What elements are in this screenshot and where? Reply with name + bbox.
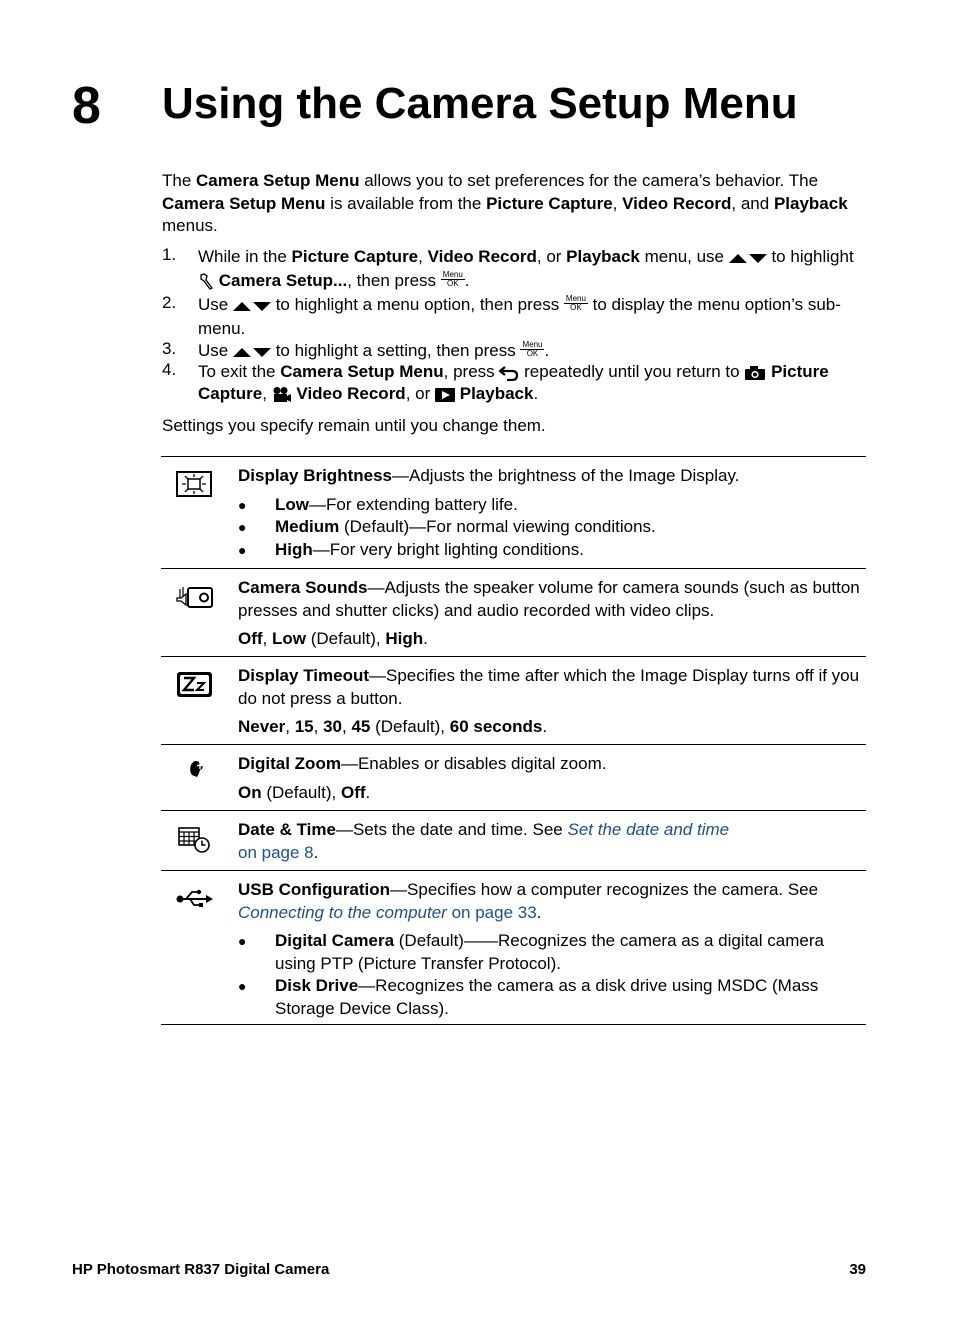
up-down-arrows-icon — [233, 300, 271, 312]
option-low: ● Low—For extending battery life. — [238, 494, 862, 517]
usb-icon — [175, 883, 215, 915]
option-medium: ● Medium (Default)—For normal viewing conditions. — [238, 516, 862, 539]
menu-ok-button-icon: Menu OK — [522, 340, 543, 359]
up-down-arrows-icon — [729, 252, 767, 264]
date-time-link[interactable]: Set the date and time on page 8 — [238, 820, 730, 862]
step-3: 3. Use to highlight a setting, then press Menu OK . — [162, 339, 550, 360]
setting-row-camera-sounds: Camera Sounds—Adjusts the speaker volume for camera sounds (such as button presses and shutter clicks) and audio recorded with video clips. Off, Low (Default), High. — [161, 568, 866, 656]
camera-icon — [744, 365, 766, 381]
connecting-link[interactable]: Connecting to the computer on page 33 — [238, 902, 537, 922]
back-arrow-icon — [499, 365, 519, 381]
setting-row-usb-configuration: USB Configuration—Specifies how a computer recognizes the camera. See Connecting to the computer on page 33. ● Digital Camera (Default)——Recognizes the camera as a digital camera using PTP (Picture Transfer Protocol). ● Disk Drive—Recognizes the camera as a disk drive using MSDC (Mass Storage Device Class). — [161, 870, 866, 1025]
option-disk-drive: ● Disk Drive—Recognizes the camera as a disk drive using MSDC (Mass Storage Device Class). — [238, 975, 862, 1020]
video-camera-icon — [272, 386, 292, 404]
settings-table — [161, 456, 866, 1025]
footer-product-name: HP Photosmart R837 Digital Camera — [72, 1261, 330, 1278]
chapter-number: 8 — [72, 77, 101, 135]
setting-row-display-brightness: Display Brightness—Adjusts the brightness of the Image Display. ● Low—For extending battery life. ● Medium (Default)—For normal viewing conditions. ● High—For very bright lighting conditions. — [161, 456, 866, 568]
up-down-arrows-icon — [233, 346, 271, 358]
playback-icon — [435, 387, 455, 403]
wrench-icon — [198, 273, 214, 291]
step-2: 2. Use to highlight a menu option, then press Menu OK to display the menu option’s sub-menu. — [162, 293, 841, 338]
setting-row-digital-zoom: Digital Zoom—Enables or disables digital zoom. On (Default), Off. — [161, 744, 866, 810]
menu-ok-button-icon: Menu OK — [565, 294, 586, 313]
display-timeout-icon — [175, 669, 215, 701]
digital-zoom-icon — [175, 757, 215, 789]
intro-paragraph: The Camera Setup Menu allows you to set preferences for the camera’s behavior. The Camera Setup Menu is available from the Picture Capture, Video Record, and Playback menus. — [162, 171, 848, 235]
setting-row-display-timeout: Display Timeout—Specifies the time after which the Image Display turns off if you do not press a button. Never, 15, 30, 45 (Default), 60 seconds. — [161, 656, 866, 744]
outro-text: Settings you specify remain until you change them. — [162, 416, 546, 435]
date-time-icon — [175, 823, 215, 855]
menu-ok-button-icon: Menu OK — [442, 270, 463, 289]
display-brightness-icon — [175, 469, 215, 501]
chapter-title: Using the Camera Setup Menu — [162, 79, 798, 128]
footer-page-number: 39 — [849, 1261, 866, 1278]
option-high: ● High—For very bright lighting conditions. — [238, 539, 862, 562]
camera-sounds-icon — [175, 581, 215, 613]
step-1: 1. While in the Picture Capture, Video Record, or Playback menu, use to highlight Camera Setup..., then press Menu OK . — [162, 245, 854, 290]
option-digital-camera: ● Digital Camera (Default)——Recognizes the camera as a digital camera using PTP (Picture Transfer Protocol). — [238, 930, 862, 975]
step-4: 4. To exit the Camera Setup Menu, press repeatedly until you return to Picture Capture, Video Record, or Playback. — [162, 360, 829, 403]
setting-row-date-time: Date & Time—Sets the date and time. See Set the date and time on page 8. — [161, 810, 866, 870]
steps-list — [162, 245, 867, 405]
